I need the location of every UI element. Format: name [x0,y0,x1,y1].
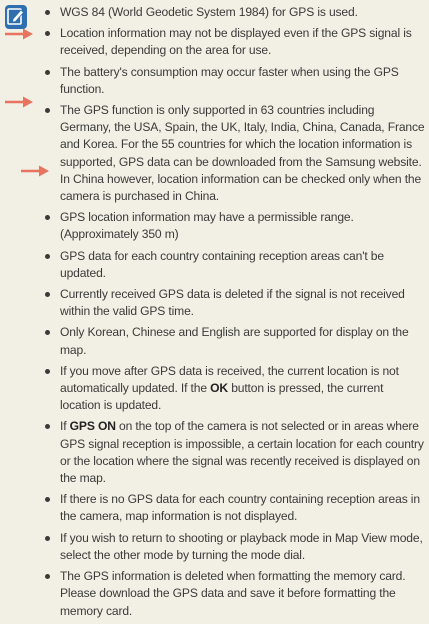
bullet-icon [45,215,50,220]
note-item: If there is no GPS data for each country containing reception areas in the camera, map information is not displayed. [30,491,426,525]
bullet-icon [45,330,50,335]
bullet-icon [45,108,50,113]
note-item: If you move after GPS data is received, the current location is not automatically updated. If the OK button is pressed, the current location is updated. [30,363,426,415]
note-item: If you wish to return to shooting or playback mode in Map View mode, select the other mode by turning the mode dial. [30,530,426,564]
note-item: The GPS information is deleted when formatting the memory card. Please download the GPS data and save it before formatting the memory card. [30,568,426,620]
bullet-icon [45,292,50,297]
note-item: If GPS ON on the top of the camera is not selected or in areas where GPS signal reception is impossible, a certain location for each country or the location where the signal was recently received is displayed on the map. [30,418,426,487]
note-item: Location information may not be displayed even if the GPS signal is received, depending on the area for use. [30,25,426,59]
ok-button-label: OK [210,381,228,396]
note-item: Currently received GPS data is deleted if the signal is not received within the valid GPS time. [30,286,426,320]
notes-list [30,4,426,624]
note-item: GPS location information may have a permissible range. (Approximately 350 m) [30,209,426,243]
note-item: The battery's consumption may occur faster when using the GPS function. [30,64,426,98]
bullet-icon [45,31,50,36]
note-item: The GPS function is only supported in 63 countries including Germany, the USA, Spain, the UK, Italy, India, China, Canada, France and Korea. For the 55 countries for which the location information is supported, GPS data can be downloaded from the Samsung website. In China however, location information can be checked only when the camera is purchased in China. [30,102,426,205]
note-item: WGS 84 (World Geodetic System 1984) for GPS is used. [30,4,426,21]
note-item: Only Korean, Chinese and English are supported for display on the map. [30,324,426,358]
note-item: GPS data for each country containing reception areas can't be updated. [30,248,426,282]
bullet-icon [45,536,50,541]
bullet-icon [45,574,50,579]
bullet-icon [45,70,50,75]
bullet-icon [45,10,50,15]
bullet-icon [45,497,50,502]
bullet-icon [45,424,50,429]
gps-on-label: GPS ON [69,419,116,434]
bullet-icon [45,254,50,259]
bullet-icon [45,369,50,374]
